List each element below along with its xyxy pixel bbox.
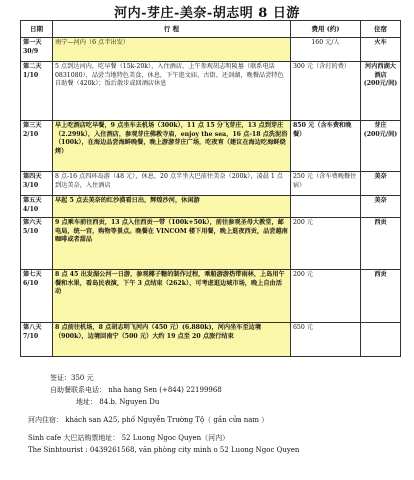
restaurant-phone: nha hang Sen (+844) 22199968 [108, 386, 222, 394]
stay-cell: 美奈 [361, 172, 401, 196]
itinerary-cell: 8 点 45 出发湄公河一日游，参观椰子糖的制作过程，乘船游游热带雨林，上岛用午餐和水果，看岛民表演，下午 3 点结束（262k），可考虑逛边城市场，晚上自由活动 [53, 270, 291, 323]
tourist-note: The Sinhtourist : 0439261568, văn phòng city minh o 52 Luong Ngoc Quyen [28, 446, 300, 454]
stay-cell: 芽庄 (200元/间) [361, 121, 401, 172]
cost-cell: 250 元（含车费晚餐住宿） [291, 172, 361, 196]
page-title: 河内-芽庄-美奈-胡志明 8 日游 [114, 6, 300, 21]
day-cell: 第八天 7/10 [21, 323, 53, 357]
visa-note: 签证：350 元 [50, 374, 94, 382]
hotel-note [28, 414, 299, 426]
table-row [21, 323, 401, 357]
cost-cell: 650 元 [291, 323, 361, 357]
hotel-value: khách san A25, phố Nguyễn Trường Tộ（ gần cửa nam ） [65, 416, 269, 424]
day-cell: 第六天 5/10 [21, 218, 53, 270]
stay-cell: 河内西湖大酒店 (200元/间) [361, 62, 401, 121]
table-row [21, 62, 401, 121]
day-cell: 第二天 1/10 [21, 62, 53, 121]
stay-cell: 西贡 [361, 270, 401, 323]
day-cell: 第五天 4/10 [21, 196, 53, 218]
cafe-label: Sinh cafe 大巴站购票地址： [28, 434, 120, 442]
cost-cell: 850 元（含车费和晚餐） [291, 121, 361, 172]
table-row [21, 196, 401, 218]
cost-cell: 200 元 [291, 218, 361, 270]
cost-cell: 160 元/人 [291, 38, 361, 62]
itinerary-table [20, 20, 401, 357]
stay-cell: 西贡 [361, 218, 401, 270]
itinerary-cell: 5 点到达河内，吃早餐（15k-20k），入住酒店，上午参观胡志明陵墓（联系电话 0831080），品尝当地特色美食，休息，下午逛文庙、古街、还剑湖，晚餐品尝特色自助餐（420k）；饭后散步或回酒店休息 [53, 62, 291, 121]
cost-cell [291, 196, 361, 218]
day-cell: 第三天 2/10 [21, 121, 53, 172]
stay-cell: 火车 [361, 38, 401, 62]
address-note [50, 396, 299, 408]
itinerary-cell: 9 点乘车前往西贡，13 点入住西贡一带（100k+50k），前往参观圣母大教堂，邮电局，统一宫，购物等景点。晚餐在 VINCOM 楼下用餐，晚上逛夜西贡，品尝越南咖啡或者甜品 [53, 218, 291, 270]
header-date: 日期 [21, 21, 53, 38]
table-row [21, 172, 401, 196]
address-label: 地址： [76, 398, 97, 406]
stay-cell [361, 323, 401, 357]
table-row [21, 38, 401, 62]
itinerary-cell: 早起 5 点去美奈的红沙漠看日出，辉煌沙河，休闲游 [53, 196, 291, 218]
day-cell: 第四天 3/10 [21, 172, 53, 196]
restaurant-label: 自助餐联系电话： [50, 386, 106, 394]
cost-cell: 300 元（含打的费） [291, 62, 361, 121]
header-itinerary: 行 程 [53, 21, 291, 38]
itinerary-cell: 8 点前往机场，8 点胡志明飞河内（450 元）(6.880k)，河内坐车至边境（900k），边境回南宁（500 元）大约 19 点至 20 点旅行结束 [53, 323, 291, 357]
itinerary-cell: 南宁—河内（6 点半出发） [53, 38, 291, 62]
address-value: 84.b. Nguyen Du [99, 398, 160, 406]
restaurant-note [50, 384, 299, 396]
stay-cell: 美奈 [361, 196, 401, 218]
table-header-row [21, 21, 401, 38]
header-cost: 费用 (约) [291, 21, 361, 38]
day-cell: 第七天 6/10 [21, 270, 53, 323]
itinerary-cell: 8 点-16 点四环岛游（48 元），休息，20 点半坐大巴前往美奈（200k），凌晨 1 点到达美奈，入住酒店 [53, 172, 291, 196]
header-stay: 住宿 [361, 21, 401, 38]
table-row [21, 121, 401, 172]
hotel-label: 河内住宿： [28, 416, 63, 424]
day-cell: 第一天 30/9 [21, 38, 53, 62]
table-row [21, 270, 401, 323]
notes-section [28, 372, 300, 456]
cafe-address: 52 Luong Ngoc Quyen（河内） [121, 434, 230, 442]
cost-cell: 200 元 [291, 270, 361, 323]
table-row [21, 218, 401, 270]
itinerary-cell: 早上吃酒店吃早餐，9 点坐车去机场（300k），11 点 15 分飞芽庄，13 点到芽庄（2.299k），入住酒店，参观芽庄佛教寺庙，enjoy the sea，16 点-18 点洗泥浴（100k），在海边品尝海鲜晚餐，晚上游游芽庄广场，吃夜宵（建议在海边吃海鲜烧烤） [53, 121, 291, 172]
cafe-note [28, 432, 299, 444]
